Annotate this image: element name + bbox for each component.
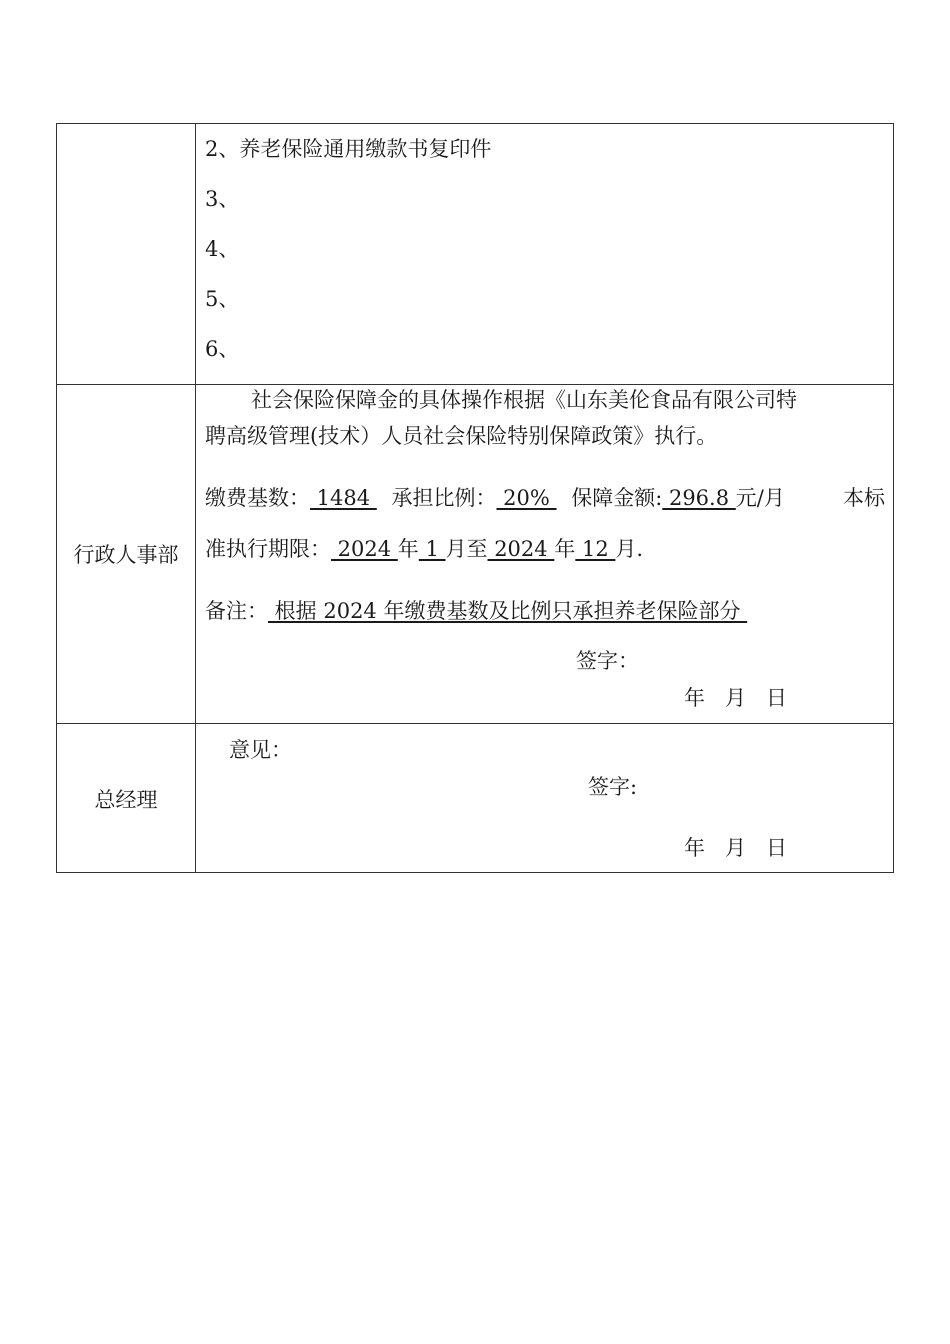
attachment-item: 2、养老保险通用缴款书复印件 [205, 137, 492, 161]
gm-sign-label: 签字: [588, 775, 638, 799]
standard-label-part2: 准执行期限： [205, 537, 331, 561]
standard-label-part1: 本标 [843, 486, 885, 510]
policy-line-2: 聘高级管理(技术）人员社会保险特别保障政策》执行。 [205, 424, 718, 448]
start-month: 1 [418, 537, 446, 561]
hr-row [57, 384, 893, 723]
amount-label: 保障金额: [571, 486, 663, 510]
payment-line [205, 485, 785, 511]
start-year: 2024 [331, 537, 398, 561]
end-month: 12 [575, 537, 616, 561]
gm-date-label: 年 月 日 [684, 836, 788, 860]
month-to: 月至 [445, 537, 488, 561]
amount-value: 296.8 [662, 486, 736, 510]
attachments-row [57, 124, 893, 384]
note-label: 备注： [205, 599, 268, 623]
gm-row [57, 723, 893, 872]
attachment-item: 4、 [205, 237, 240, 261]
end-year: 2024 [487, 537, 555, 561]
opinion-label: 意见： [229, 738, 292, 762]
hr-content-cell [196, 385, 893, 723]
ratio-value: 20% [496, 486, 557, 510]
hr-department-label: 行政人事部 [57, 385, 196, 723]
attachments-label-cell [57, 124, 196, 384]
attachment-item: 6、 [205, 337, 240, 361]
ratio-label: 承担比例： [391, 486, 497, 510]
note-line [205, 598, 747, 624]
month-end: 月. [615, 537, 644, 561]
gm-content-cell [196, 724, 893, 872]
attachments-content-cell [196, 124, 893, 384]
attachment-item: 3、 [205, 187, 240, 211]
approval-table [56, 123, 894, 873]
note-value: 根据 2024 年缴费基数及比例只承担养老保险部分 [268, 599, 748, 623]
year-char: 年 [397, 537, 419, 561]
period-line [205, 536, 643, 562]
year-char-2: 年 [554, 537, 576, 561]
hr-date-label: 年 月 日 [684, 686, 788, 710]
base-label: 缴费基数： [205, 486, 310, 510]
hr-sign-label: 签字： [576, 649, 639, 673]
policy-line-1: 社会保险保障金的具体操作根据《山东美伦食品有限公司特 [251, 388, 797, 412]
base-value: 1484 [310, 486, 377, 510]
gm-label: 总经理 [57, 724, 196, 872]
amount-unit: 元/月 [735, 486, 785, 510]
attachment-item: 5、 [205, 287, 240, 311]
